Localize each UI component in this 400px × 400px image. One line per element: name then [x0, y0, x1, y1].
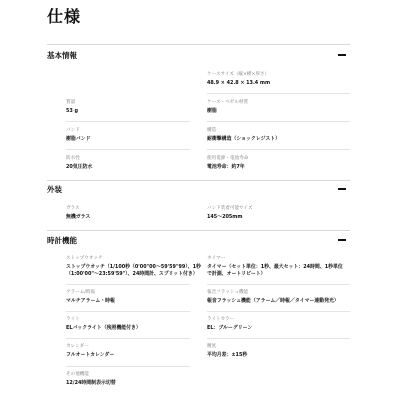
- spec-value: ELバックライト（残照機能付き）: [66, 325, 141, 331]
- row-divider: [207, 121, 350, 122]
- spec-value: マルチアラーム・時報: [66, 298, 115, 304]
- row-divider: [66, 311, 190, 312]
- spec-label: カレンダー: [66, 344, 89, 349]
- spec-value: 無機ガラス: [66, 214, 91, 220]
- row-divider: [207, 149, 350, 150]
- spec-label: バンド装着可能サイズ: [207, 206, 253, 211]
- row-divider: [207, 93, 350, 94]
- spec-item: [66, 290, 216, 305]
- spec-item: [66, 128, 216, 143]
- section-divider: [47, 180, 350, 181]
- spec-item: [207, 344, 357, 359]
- spec-label: 使用電源・電池寿命: [207, 156, 249, 161]
- spec-item: [207, 156, 357, 171]
- spec-item: [66, 344, 216, 359]
- spec-value: 48.9 × 42.8 × 13.4 mm: [207, 80, 271, 86]
- spec-value: 樹脂: [207, 108, 217, 114]
- section-divider: [47, 230, 350, 231]
- spec-label: タイマー: [207, 256, 226, 261]
- spec-value: EL：ブルーグリーン: [207, 325, 253, 331]
- spec-label: アラーム/時報: [66, 290, 96, 295]
- spec-label: ライト: [66, 317, 80, 322]
- spec-item: [66, 206, 216, 221]
- section-header-exterior[interactable]: [47, 182, 350, 196]
- spec-value: 電池寿命：約7年: [207, 164, 245, 170]
- row-divider: [66, 338, 190, 339]
- spec-item: [207, 290, 347, 305]
- spec-value: 平均月差：±15秒: [207, 352, 248, 358]
- page-title: 仕様: [47, 7, 82, 26]
- row-divider: [207, 284, 350, 285]
- section-title: 外装: [47, 184, 62, 194]
- spec-item: [207, 100, 357, 115]
- spec-label: 精度: [207, 344, 217, 349]
- spec-item: [66, 317, 216, 332]
- spec-value: 報音フラッシュ機能（アラーム／時報／タイマー連動発光）: [207, 298, 339, 304]
- minus-icon[interactable]: [338, 188, 346, 189]
- spec-label: 質量: [66, 100, 76, 105]
- section-title: 基本情報: [47, 50, 77, 60]
- spec-label: ガラス: [66, 206, 80, 211]
- spec-label: 防水性: [66, 156, 80, 161]
- spec-label: ライトカラー: [207, 317, 235, 322]
- section-title: 時計機能: [47, 235, 77, 245]
- section-header-watch-functions[interactable]: [47, 233, 350, 247]
- spec-value: 耐衝撃構造（ショックレジスト）: [207, 136, 280, 142]
- row-divider: [66, 121, 190, 122]
- row-divider: [66, 284, 190, 285]
- spec-value: 樹脂バンド: [66, 136, 91, 142]
- spec-value: 145〜205mm: [207, 214, 243, 220]
- spec-value: 53 g: [66, 108, 79, 114]
- spec-item: [207, 317, 357, 332]
- spec-value: 20気圧防水: [66, 164, 93, 170]
- spec-label: ケース・ベゼル材質: [207, 100, 249, 105]
- spec-item: [207, 72, 357, 87]
- spec-item: [207, 128, 357, 143]
- minus-icon[interactable]: [338, 54, 346, 55]
- spec-item: [66, 100, 216, 115]
- row-divider: [66, 149, 190, 150]
- spec-value: ストップウオッチ（1/100秒（0'00"00〜59'59"99）、1秒（1:00'00"〜23:59'59"）、24時間計、スプリット付き）: [66, 264, 201, 277]
- spec-label: 構造: [207, 128, 217, 133]
- section-divider: [47, 44, 350, 45]
- spec-label: バンド: [66, 128, 80, 133]
- section-header-basic-info[interactable]: [47, 48, 350, 62]
- minus-icon[interactable]: [338, 239, 346, 240]
- spec-value: 12/24時間制表示切替: [66, 380, 116, 386]
- row-divider: [207, 311, 350, 312]
- spec-value: タイマー（セット単位：1秒、最大セット：24時間、1秒単位で計測、オートリピート）: [207, 264, 343, 277]
- spec-label: 報音フラッシュ機能: [207, 290, 249, 295]
- spec-value: フルオートカレンダー: [66, 352, 115, 358]
- spec-label: ストップウオッチ: [66, 256, 103, 261]
- spec-item: [66, 372, 216, 387]
- spec-item: [66, 156, 216, 171]
- spec-item: [66, 256, 202, 277]
- spec-label: ケースサイズ（縦×横×厚さ）: [207, 72, 270, 77]
- spec-label: その他機能: [66, 372, 89, 377]
- row-divider: [66, 366, 190, 367]
- spec-item: [207, 256, 347, 277]
- spec-item: [207, 206, 357, 221]
- row-divider: [207, 338, 350, 339]
